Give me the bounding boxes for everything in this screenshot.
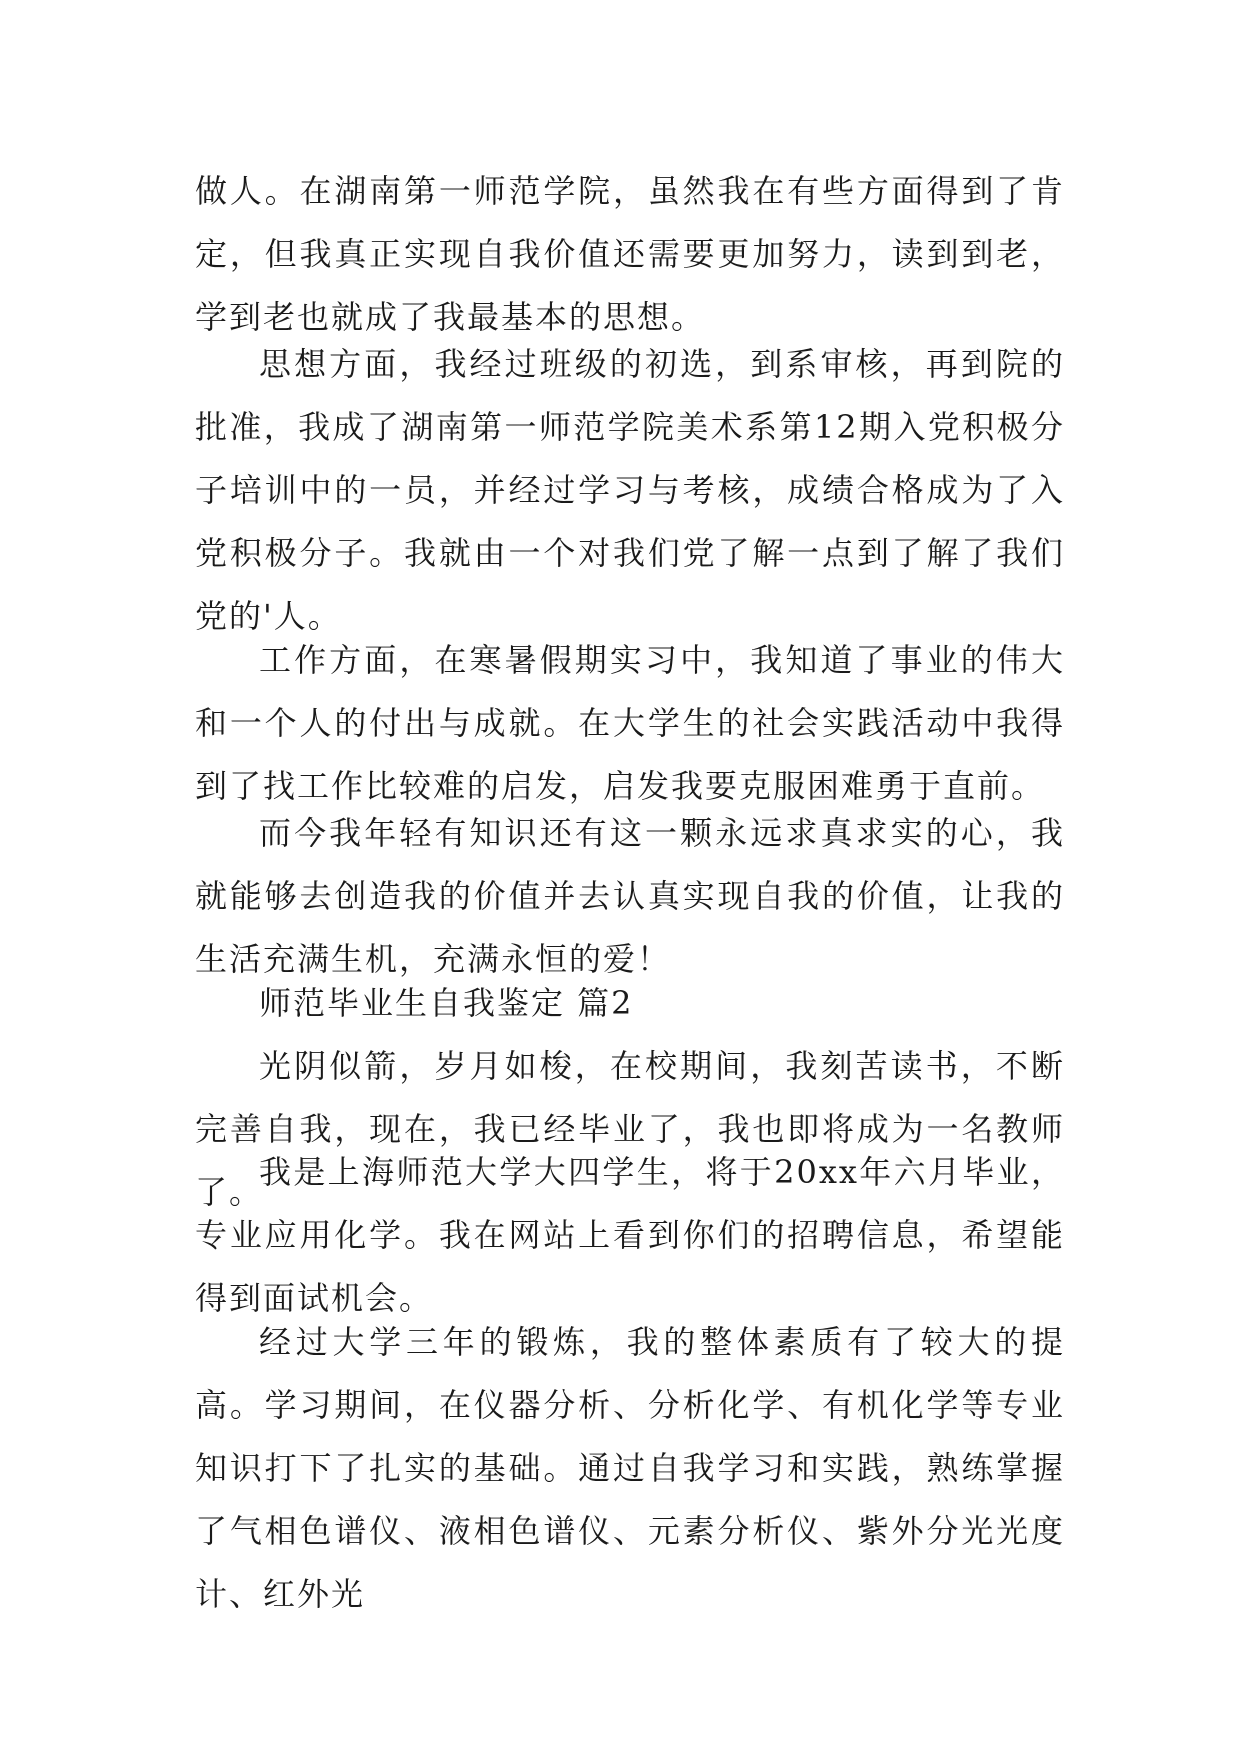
paragraph-skills: 经过大学三年的锻炼，我的整体素质有了较大的提高。学习期间，在仪器分析、分析化学、有机化学等专业知识打下了扎实的基础。通过自我学习和实践，熟练掌握了气相色谱仪、液相色谱仪、元素分析仪、紫外分光光度计、红外光 — [195, 1323, 1065, 1613]
paragraph-work: 工作方面，在寒暑假期实习中，我知道了事业的伟大和一个人的付出与成就。在大学生的社会实践活动中我得到了找工作比较难的启发，启发我要克服困难勇于直前。 — [195, 641, 1065, 805]
paragraph-intro: 光阴似箭，岁月如梭，在校期间，我刻苦读书，不断完善自我，现在，我已经毕业了，我也即将成为一名教师了。 — [195, 1047, 1065, 1211]
paragraph-continuation: 做人。在湖南第一师范学院，虽然我在有些方面得到了肯定，但我真正实现自我价值还需要更加努力，读到到老，学到老也就成了我最基本的思想。 — [195, 172, 1065, 336]
section-heading: 师范毕业生自我鉴定 篇2 — [259, 984, 634, 1022]
paragraph-self-introduction: 我是上海师范大学大四学生，将于20xx年六月毕业，专业应用化学。我在网站上看到你们的招聘信息，希望能得到面试机会。 — [195, 1153, 1065, 1317]
paragraph-future: 而今我年轻有知识还有这一颗永远求真求实的心，我就能够去创造我的价值并去认真实现自我的价值，让我的生活充满生机，充满永恒的爱！ — [195, 814, 1065, 978]
paragraph-ideology: 思想方面，我经过班级的初选，到系审核，再到院的批准，我成了湖南第一师范学院美术系第12期入党积极分子培训中的一员，并经过学习与考核，成绩合格成为了入党积极分子。我就由一个对我们党了解一点到了解了我们党的'人。 — [195, 345, 1065, 635]
